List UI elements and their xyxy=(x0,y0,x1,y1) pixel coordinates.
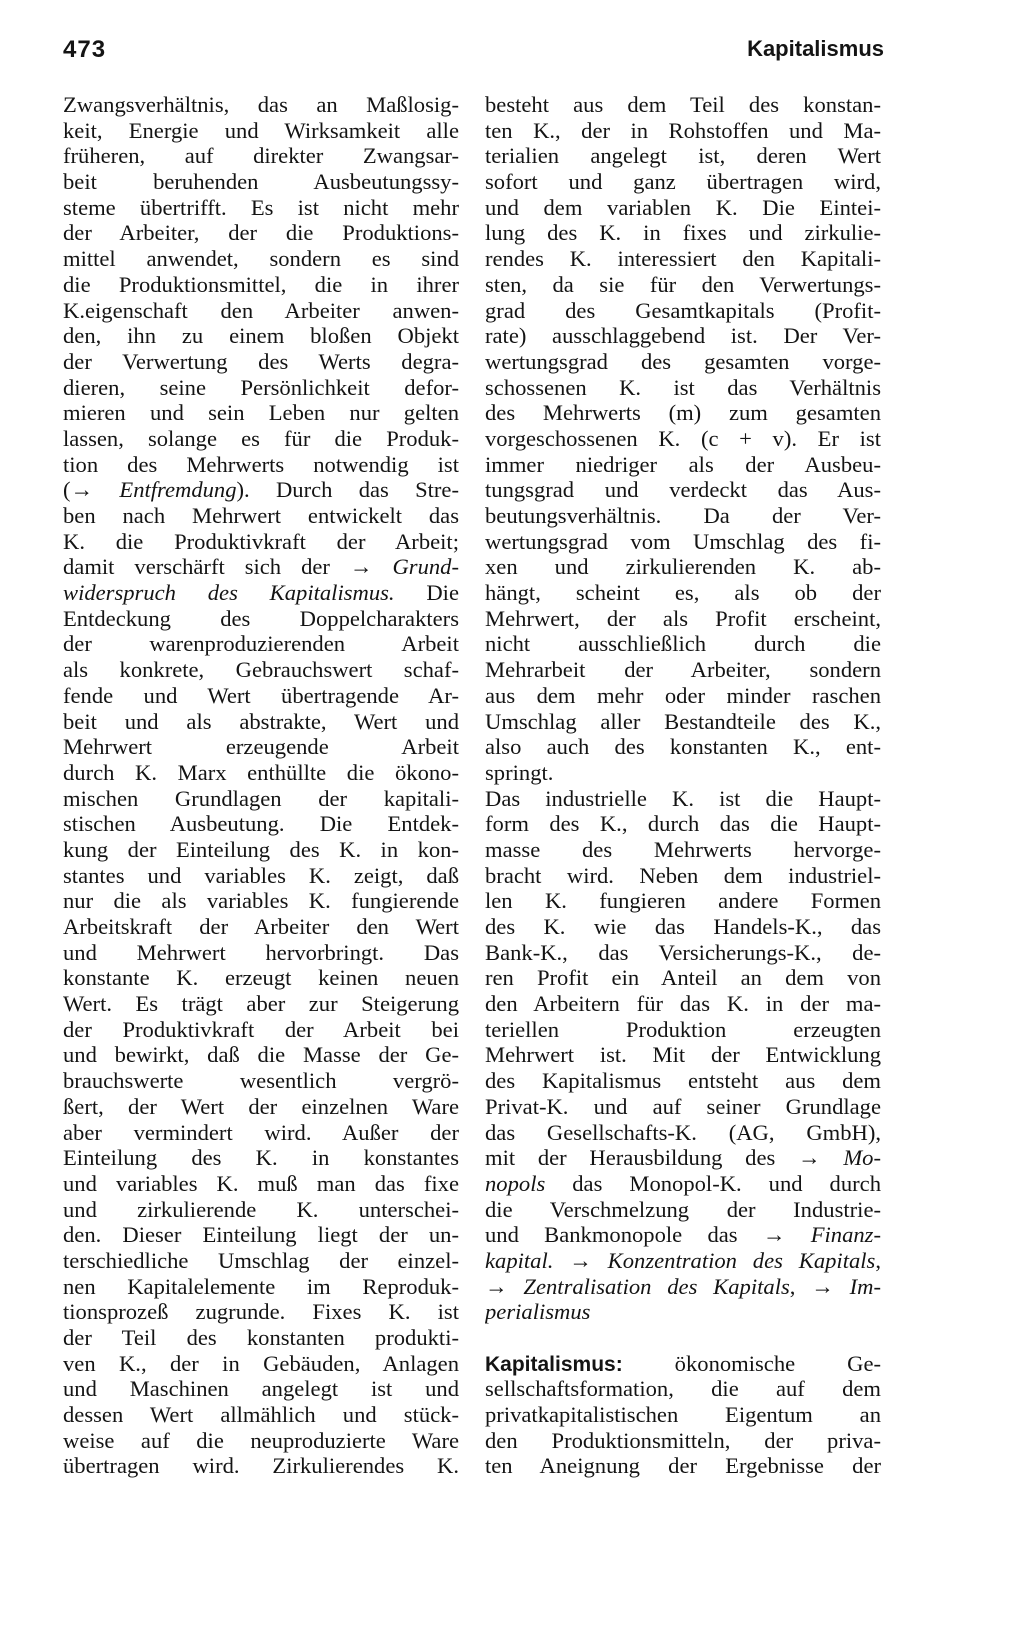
text-line: den. Dieser Einteilung liegt der un- xyxy=(63,1222,459,1248)
text-line: mischen Grundlagen der kapitali- xyxy=(63,785,459,811)
text-line: K.eigenschaft den Arbeiter anwen- xyxy=(63,297,459,323)
text-line: Bank-K., das Versicherungs-K., de- xyxy=(485,939,881,965)
page-number: 473 xyxy=(63,36,107,63)
entry-definition-start: ökonomische Ge- xyxy=(674,1350,881,1376)
text-line: immer niedriger als der Ausbeu- xyxy=(485,451,881,477)
text-line: schossenen K. ist das Verhältnis xyxy=(485,374,881,400)
text-line: ßert, der Wert der einzelnen Ware xyxy=(63,1093,459,1119)
text-line: lung des K. in fixes und zirkulie- xyxy=(485,220,881,246)
text-line: Mehrwert, der als Profit erscheint, xyxy=(485,605,881,631)
text-line: privatkapitalistischen Eigentum an xyxy=(485,1402,881,1428)
text-line-with-reference: damit verschärft sich der → Grund- xyxy=(63,554,459,580)
text-line: mieren und sein Leben nur gelten xyxy=(63,400,459,426)
text-line: tion des Mehrwerts notwendig ist xyxy=(63,451,459,477)
text-line: form des K., durch das die Haupt- xyxy=(485,811,881,837)
text-line: als konkrete, Gebrauchswert schaf- xyxy=(63,657,459,683)
text-line: dessen Wert allmählich und stück- xyxy=(63,1402,459,1428)
text-line: wertungsgrad des gesamten vorge- xyxy=(485,348,881,374)
text-line-with-reference: perialismus xyxy=(485,1299,591,1325)
text-line-with-reference: → Zentralisation des Kapitals, → Im- xyxy=(485,1273,881,1299)
text-line: des Kapitalismus entsteht aus dem xyxy=(485,1068,881,1094)
text-line: mittel anwendet, sondern es sind xyxy=(63,246,459,272)
text-line: und Maschinen angelegt ist und xyxy=(63,1376,459,1402)
text-line: Mehrarbeit der Arbeiter, sondern xyxy=(485,657,881,683)
text-line: bracht wird. Neben dem industriel- xyxy=(485,862,881,888)
text-line: durch K. Marx enthüllte die ökono- xyxy=(63,759,459,785)
text-line: keit, Energie und Wirksamkeit alle xyxy=(63,117,459,143)
text-line: nicht ausschließlich durch die xyxy=(485,631,881,657)
text-line: hängt, scheint es, als ob der xyxy=(485,580,881,606)
text-line: besteht aus dem Teil des konstan- xyxy=(485,92,881,117)
text-line: K. die Produktivkraft der Arbeit; xyxy=(63,528,459,554)
text-line: nen Kapitalelemente im Reproduk- xyxy=(63,1273,459,1299)
text-line: ten K., der in Rohstoffen und Ma- xyxy=(485,117,881,143)
text-line-with-reference: widerspruch des Kapitalismus. Die xyxy=(63,580,459,606)
text-line: Umschlag aller Bestandteile des K., xyxy=(485,708,881,734)
text-line: terschiedliche Umschlag der einzel- xyxy=(63,1247,459,1273)
text-line: kung der Einteilung des K. in kon- xyxy=(63,836,459,862)
text-line: tionsprozeß zugrunde. Fixes K. ist xyxy=(63,1299,459,1325)
text-line: beit und als abstrakte, Wert und xyxy=(63,708,459,734)
text-line: ren Profit ein Anteil an dem von xyxy=(485,965,881,991)
text-line: ben nach Mehrwert entwickelt das xyxy=(63,503,459,528)
text-line: früheren, auf direkter Zwangsar- xyxy=(63,143,459,169)
text-line: den Arbeitern für das K. in der ma- xyxy=(485,991,881,1017)
text-line: der Teil des konstanten produkti- xyxy=(63,1325,459,1350)
text-line: steme übertrifft. Es ist nicht mehr xyxy=(63,194,459,220)
text-line: ven K., der in Gebäuden, Anlagen xyxy=(63,1350,459,1376)
text-line: nur die als variables K. fungierende xyxy=(63,888,459,914)
text-line: der Produktivkraft der Arbeit bei xyxy=(63,1016,459,1042)
text-line: Wert. Es trägt aber zur Steigerung xyxy=(63,991,459,1017)
entry-headword: Kapitalismus: xyxy=(485,1352,623,1376)
text-line: tungsgrad und verdeckt das Aus- xyxy=(485,477,881,503)
text-line: rate) ausschlaggebend ist. Der Ver- xyxy=(485,323,881,349)
entry-first-line xyxy=(485,1351,881,1377)
text-line-with-reference: kapital. → Konzentration des Kapitals, xyxy=(485,1247,881,1273)
text-line: len K. fungieren andere Formen xyxy=(485,888,881,914)
text-line: Das industrielle K. ist die Haupt- xyxy=(485,785,881,811)
text-line: des Mehrwerts (m) zum gesamten xyxy=(485,400,881,426)
text-line-with-reference: und Bankmonopole das → Finanz- xyxy=(485,1222,881,1248)
text-line: grad des Gesamtkapitals (Profit- xyxy=(485,297,881,323)
text-line: Entdeckung des Doppelcharakters xyxy=(63,605,459,631)
text-line: fende und Wert übertragende Ar- xyxy=(63,682,459,708)
entry-spacer xyxy=(485,1325,881,1351)
text-line: sofort und ganz übertragen wird, xyxy=(485,169,881,195)
text-line: lassen, solange es für die Produk- xyxy=(63,425,459,451)
right-column xyxy=(485,92,881,1479)
text-line: Mehrwert ist. Mit der Entwicklung xyxy=(485,1042,881,1068)
text-line: beutungsverhältnis. Da der Ver- xyxy=(485,503,881,528)
text-line: brauchswerte wesentlich vergrö- xyxy=(63,1068,459,1094)
text-line: und Mehrwert hervorbringt. Das xyxy=(63,939,459,965)
text-line: übertragen wird. Zirkulierendes K. xyxy=(63,1453,459,1479)
text-line: der warenproduzierenden Arbeit xyxy=(63,631,459,657)
text-line: der Arbeiter, der die Produktions- xyxy=(63,220,459,246)
running-head: Kapitalismus xyxy=(747,36,884,61)
text-line: dieren, seine Persönlichkeit defor- xyxy=(63,374,459,400)
text-line-with-reference: nopols das Monopol-K. und durch xyxy=(485,1170,881,1196)
text-line: des K. wie das Handels-K., das xyxy=(485,914,881,939)
text-line: sten, da sie für den Verwertungs- xyxy=(485,271,881,297)
text-line: konstante K. erzeugt keinen neuen xyxy=(63,965,459,991)
text-line: also auch des konstanten K., ent- xyxy=(485,734,881,760)
text-line: masse des Mehrwerts hervorge- xyxy=(485,836,881,862)
text-line: der Verwertung des Werts degra- xyxy=(63,348,459,374)
text-line: die Verschmelzung der Industrie- xyxy=(485,1196,881,1222)
text-line: das Gesellschafts-K. (AG, GmbH), xyxy=(485,1119,881,1145)
text-line: den, ihn zu einem bloßen Objekt xyxy=(63,323,459,349)
text-line: Arbeitskraft der Arbeiter den Wert xyxy=(63,914,459,939)
text-line-with-reference: (→ Entfremdung). Durch das Stre- xyxy=(63,477,459,503)
text-line: ten Aneignung der Ergebnisse der xyxy=(485,1453,881,1479)
text-line: wertungsgrad vom Umschlag des fi- xyxy=(485,528,881,554)
text-line: beit beruhenden Ausbeutungssy- xyxy=(63,169,459,195)
text-line: aber vermindert wird. Außer der xyxy=(63,1119,459,1145)
text-line: rendes K. interessiert den Kapitali- xyxy=(485,246,881,272)
left-column xyxy=(63,92,459,1479)
text-line: Privat-K. und auf seiner Grundlage xyxy=(485,1093,881,1119)
text-line: Zwangsverhältnis, das an Maßlosig- xyxy=(63,92,459,117)
text-line: vorgeschossenen K. (c + v). Er ist xyxy=(485,425,881,451)
text-line: stischen Ausbeutung. Die Entdek- xyxy=(63,811,459,837)
text-line: aus dem mehr oder minder raschen xyxy=(485,682,881,708)
text-line-with-reference: mit der Herausbildung des → Mo- xyxy=(485,1145,881,1171)
text-line: terialien angelegt ist, deren Wert xyxy=(485,143,881,169)
text-line: xen und zirkulierenden K. ab- xyxy=(485,554,881,580)
text-line: und bewirkt, daß die Masse der Ge- xyxy=(63,1042,459,1068)
text-line: und variables K. muß man das fixe xyxy=(63,1170,459,1196)
text-line: stantes und variables K. zeigt, daß xyxy=(63,862,459,888)
text-line: Mehrwert erzeugende Arbeit xyxy=(63,734,459,760)
text-line: springt. xyxy=(485,759,554,785)
text-line: und dem variablen K. Die Eintei- xyxy=(485,194,881,220)
text-line: die Produktionsmittel, die in ihrer xyxy=(63,271,459,297)
text-line: weise auf die neuproduzierte Ware xyxy=(63,1427,459,1453)
text-line: und zirkulierende K. unterschei- xyxy=(63,1196,459,1222)
text-line: sellschaftsformation, die auf dem xyxy=(485,1376,881,1402)
text-line: den Produktionsmitteln, der priva- xyxy=(485,1427,881,1453)
text-line: teriellen Produktion erzeugten xyxy=(485,1016,881,1042)
text-line: Einteilung des K. in konstantes xyxy=(63,1145,459,1171)
